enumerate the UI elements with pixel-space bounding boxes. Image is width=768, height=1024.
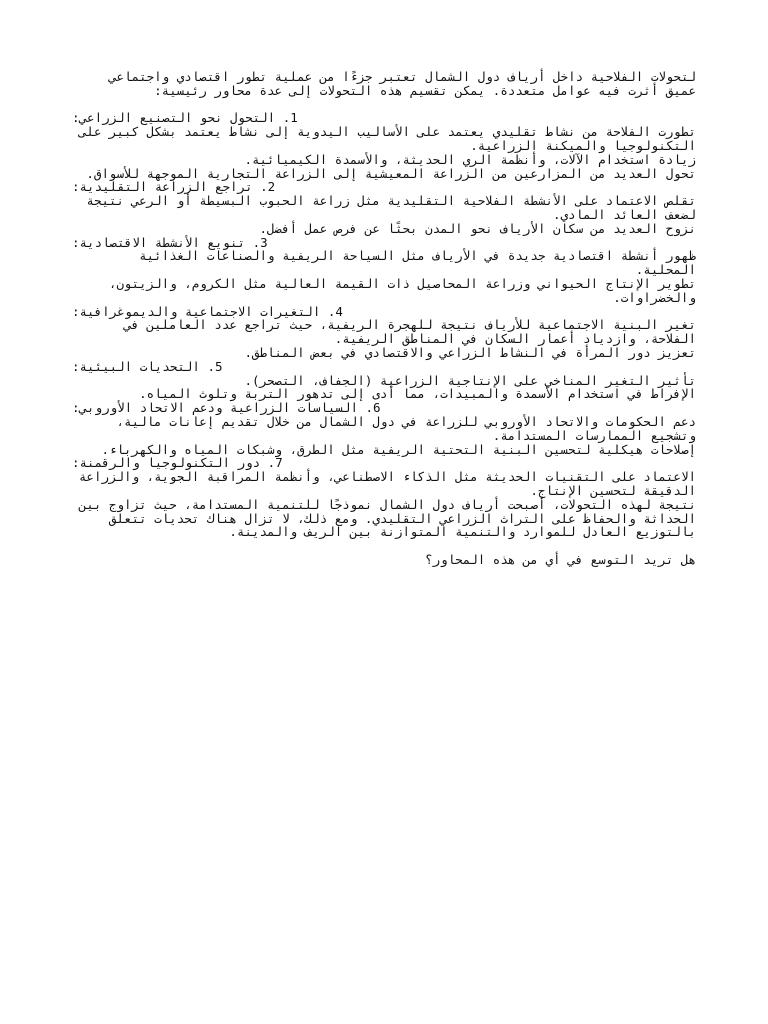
section-1-item-3: تحول العديد من المزارعين من الزراعة المعيشية إلى الزراعة التجارية الموجهة للأسواق. — [86, 165, 696, 181]
section-2-item-1: تقلص الاعتماد على الأنشطة الفلاحية التقليدية مثل زراعة الحبوب البسيطة أو الرعي نتيجة لضعف العائد المادي. — [78, 193, 696, 222]
document-body — [72, 70, 696, 567]
spacer — [72, 539, 696, 553]
section-2-item-2: نزوح العديد من سكان الأرياف نحو المدن بحثًا عن فرص عمل أفضل. — [259, 220, 696, 236]
section-7-item-1: الاعتماد على التقنيات الحديثة مثل الذكاء الاصطناعي، وأنظمة المراقبة الجوية، والزراعة الدقيقة لتحسين الإنتاج. — [71, 469, 696, 498]
section-6-item-2: إصلاحات هيكلية لتحسين البنية التحتية الريفية مثل الطرق، وشبكات المياه والكهرباء. — [101, 441, 696, 457]
section-heading-4: 4. التغيرات الاجتماعية والديموغرافية: — [72, 303, 343, 319]
section-1-item-2: زيادة استخدام الآلات، وأنظمة الري الحديثة، والأسمدة الكيميائية. — [244, 151, 696, 167]
section-heading-7: 7. دور التكنولوجيا والرقمنة: — [72, 455, 283, 471]
section-heading-6: 6. السياسات الزراعية ودعم الاتحاد الأوروبي: — [72, 400, 381, 416]
conclusion-paragraph: نتيجة لهذه التحولات، أصبحت أرياف دول الشمال نموذجًا للتنمية المستدامة، حيث تزاوج بين الحداثة والحفاظ على التراث الزراعي التقليدي. ومع ذلك، لا تزال هناك تحديات تتعلق بالتوزيع العادل للموارد والتنمية المتوازنة بين الريف والمدينة. — [71, 496, 696, 540]
section-6-item-1: دعم الحكومات والاتحاد الأوروبي للزراعة في دول الشمال من خلال تقديم إعانات مالية، وتشجيع الممارسات المستدامة. — [108, 413, 696, 443]
section-heading-1: 1. التحول نحو التصنيع الزراعي: — [72, 110, 298, 126]
intro-paragraph: لتحولات الفلاحية داخل أرياف دول الشمال تعتبر جزءًا من عملية تطور اقتصادي واجتماعي عميق أثرت فيه عوامل متعددة. يمكن تقسيم هذه التحولات إلى عدة محاور رئيسية: — [101, 69, 696, 98]
follow-up-question: هل تريد التوسع في أي من هذه المحاور؟ — [425, 551, 696, 567]
section-3-item-2: تطوير الإنتاج الحيواني وزراعة المحاصيل ذات القيمة العالية مثل الكروم، والزيتون، والخضراوات. — [101, 275, 696, 305]
spacer — [72, 98, 696, 112]
section-5-item-1: تأثير التغير المناخي على الإنتاجية الزراعية (الجفاف، التصحر). — [244, 372, 696, 388]
section-1-item-1: تطورت الفلاحة من نشاط تقليدي يعتمد على الأساليب اليدوية إلى نشاط يعتمد بشكل كبير على التكنولوجيا والميكنة الزراعية. — [71, 124, 696, 153]
section-heading-5: 5. التحديات البيئية: — [72, 358, 223, 374]
section-heading-2: 2. تراجع الزراعة التقليدية: — [72, 179, 276, 195]
section-5-item-2: الإفراط في استخدام الأسمدة والمبيدات، مما أدى إلى تدهور التربة وتلوث المياه. — [139, 386, 696, 402]
section-4-item-2: تعزيز دور المرأة في النشاط الزراعي والاقتصادي في بعض المناطق. — [244, 344, 696, 360]
section-4-item-1: تغير البنية الاجتماعية للأرياف نتيجة للهجرة الريفية، حيث تراجع عدد العاملين في الفلاحة، وازدياد أعمار السكان في المناطق الريفية. — [116, 317, 696, 347]
section-heading-3: 3. تنويع الأنشطة الاقتصادية: — [72, 234, 268, 250]
section-3-item-1: ظهور أنشطة اقتصادية جديدة في الأرياف مثل السياحة الريفية والصناعات الغذائية المحلية. — [131, 248, 696, 278]
